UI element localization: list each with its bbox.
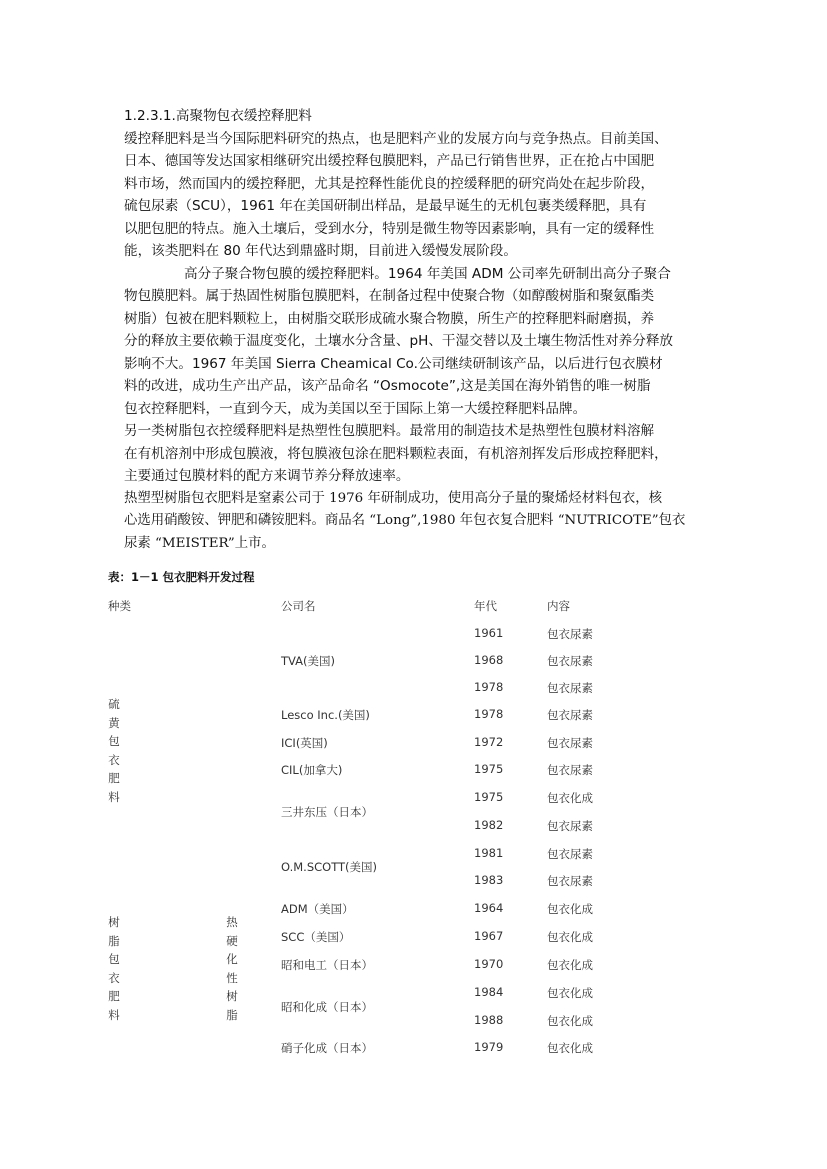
section-heading: 1.2.3.1.高聚物包衣缓控释肥料 bbox=[124, 108, 312, 124]
paragraph-line: 另一类树脂包衣控缓释肥料是热塑性包膜肥料。最常用的制造技术是热塑性包膜材料溶解 bbox=[124, 423, 655, 439]
cell-year: 1964 bbox=[474, 901, 504, 915]
cell-company: 昭和化成（日本） bbox=[281, 1000, 373, 1014]
cell-content: 包衣化成 bbox=[547, 930, 593, 944]
cell-company: Lesco Inc.(美国) bbox=[281, 708, 370, 722]
paragraph-line: 高分子聚合物包膜的缓控释肥料。1964 年美国 ADM 公司率先研制出高分子聚合 bbox=[184, 265, 671, 282]
cell-content: 包衣化成 bbox=[547, 902, 593, 916]
cell-content: 包衣尿素 bbox=[547, 708, 593, 722]
paragraph-line: 料市场，然而国内的缓控释肥，尤其是控释性能优良的控缓释肥的研究尚处在起步阶段， bbox=[124, 175, 655, 192]
cell-content: 包衣尿素 bbox=[547, 874, 593, 888]
cell-content: 包衣化成 bbox=[547, 1014, 593, 1028]
cell-company: 硝子化成（日本） bbox=[281, 1041, 373, 1055]
cell-year: 1968 bbox=[474, 653, 504, 667]
cell-company: ICI(英国) bbox=[281, 736, 328, 750]
paragraph-line: 主要通过包膜材料的配方来调节养分释放速率。 bbox=[124, 468, 410, 484]
cell-year: 1978 bbox=[474, 707, 504, 721]
cell-company: ADM（美国） bbox=[281, 902, 354, 916]
cell-year: 1970 bbox=[474, 957, 504, 971]
cell-content: 包衣尿素 bbox=[547, 763, 593, 777]
paragraph-line: 尿素 “MEISTER”上市。 bbox=[124, 535, 275, 551]
header-year: 年代 bbox=[474, 599, 497, 613]
cell-company: CIL(加拿大) bbox=[281, 763, 343, 777]
paragraph-line: 在有机溶剂中形成包膜液，将包膜液包涂在肥料颗粒表面，有机溶剂挥发后形成控释肥料， bbox=[124, 445, 668, 462]
cell-year: 1988 bbox=[474, 1013, 504, 1027]
paragraph-line: 料的改进，成功生产出产品，该产品命名 “Osmocote”,这是美国在海外销售的唯一树脂 bbox=[124, 378, 651, 394]
paragraph-line: 缓控释肥料是当今国际肥料研究的热点，也是肥料产业的发展方向与竞争热点。目前美国、 bbox=[124, 130, 668, 147]
category-resin-coated: 树脂包衣肥料 bbox=[108, 915, 120, 1022]
cell-company: TVA(美国) bbox=[281, 654, 335, 668]
cell-content: 包衣化成 bbox=[547, 958, 593, 972]
article-body bbox=[124, 105, 706, 555]
header-type: 种类 bbox=[108, 599, 131, 613]
paragraph-line: 日本、德国等发达国家相继研究出缓控释包膜肥料，产品已行销售世界，正在抢占中国肥 bbox=[124, 153, 655, 169]
cell-content: 包衣化成 bbox=[547, 791, 593, 805]
cell-year: 1981 bbox=[474, 846, 504, 860]
paragraph-line: 热塑型树脂包衣肥料是窒素公司于 1976 年研制成功，使用高分子量的聚烯烃材料包衣，核 bbox=[124, 490, 663, 506]
category-sulfur-coated: 硫黄包衣肥料 bbox=[108, 697, 120, 804]
paragraph-line: 分的释放主要依赖于温度变化，土壤水分含量、pH、干湿交替以及土壤生物活性对养分释放 bbox=[124, 333, 674, 349]
cell-content: 包衣尿素 bbox=[547, 736, 593, 750]
cell-company: 三井东压（日本） bbox=[281, 805, 373, 819]
cell-company: O.M.SCOTT(美国) bbox=[281, 860, 378, 874]
paragraph-line: 包衣控释肥料，一直到今天，成为美国以至于国际上第一大缓控释肥料品牌。 bbox=[124, 400, 587, 417]
cell-content: 包衣尿素 bbox=[547, 847, 593, 861]
cell-company: SCC（美国） bbox=[281, 930, 351, 944]
paragraph-line: 心选用硝酸铵、钾肥和磷铵肥料。商品名 “Long”,1980 年包衣复合肥料 “NUTRICOTE”包衣 bbox=[124, 513, 686, 528]
paragraph-line: 能，该类肥料在 80 年代达到鼎盛时期，目前进入缓慢发展阶段。 bbox=[124, 243, 517, 259]
cell-year: 1961 bbox=[474, 626, 504, 640]
cell-year: 1972 bbox=[474, 735, 504, 749]
paragraph-line: 影响不大。1967 年美国 Sierra Cheamical Co.公司继续研制该产品，以后进行包衣膜材 bbox=[124, 355, 663, 372]
cell-content: 包衣化成 bbox=[547, 1041, 593, 1055]
table-caption: 表：1－1 包衣肥料开发过程 bbox=[108, 570, 255, 584]
subcategory-thermoset-resin: 热硬化性树脂 bbox=[226, 915, 238, 1022]
cell-year: 1967 bbox=[474, 929, 504, 943]
cell-year: 1984 bbox=[474, 985, 504, 999]
paragraph-line: 以肥包肥的特点。施入土壤后，受到水分，特别是微生物等因素影响，具有一定的缓释性 bbox=[124, 220, 655, 237]
paragraph-line: 树脂）包被在肥料颗粒上，由树脂交联形成硫水聚合物膜，所生产的控释肥料耐磨损，养 bbox=[124, 310, 655, 327]
cell-content: 包衣尿素 bbox=[547, 627, 593, 641]
cell-company: 昭和电工（日本） bbox=[281, 958, 373, 972]
cell-content: 包衣尿素 bbox=[547, 681, 593, 695]
cell-content: 包衣尿素 bbox=[547, 654, 593, 668]
cell-year: 1983 bbox=[474, 873, 504, 887]
cell-year: 1975 bbox=[474, 762, 504, 776]
header-content: 内容 bbox=[547, 599, 570, 613]
header-company: 公司名 bbox=[281, 599, 316, 613]
cell-year: 1978 bbox=[474, 680, 504, 694]
paragraph-line: 物包膜肥料。属于热固性树脂包膜肥料，在制备过程中使聚合物（如醇酸树脂和聚氨酯类 bbox=[124, 288, 655, 304]
cell-year: 1975 bbox=[474, 790, 504, 804]
cell-year: 1982 bbox=[474, 818, 504, 832]
cell-year: 1979 bbox=[474, 1040, 504, 1054]
cell-content: 包衣化成 bbox=[547, 986, 593, 1000]
cell-content: 包衣尿素 bbox=[547, 819, 593, 833]
paragraph-line: 硫包尿素（SCU），1961 年在美国研制出样品，是最早诞生的无机包裹类缓释肥，具有 bbox=[124, 198, 647, 214]
